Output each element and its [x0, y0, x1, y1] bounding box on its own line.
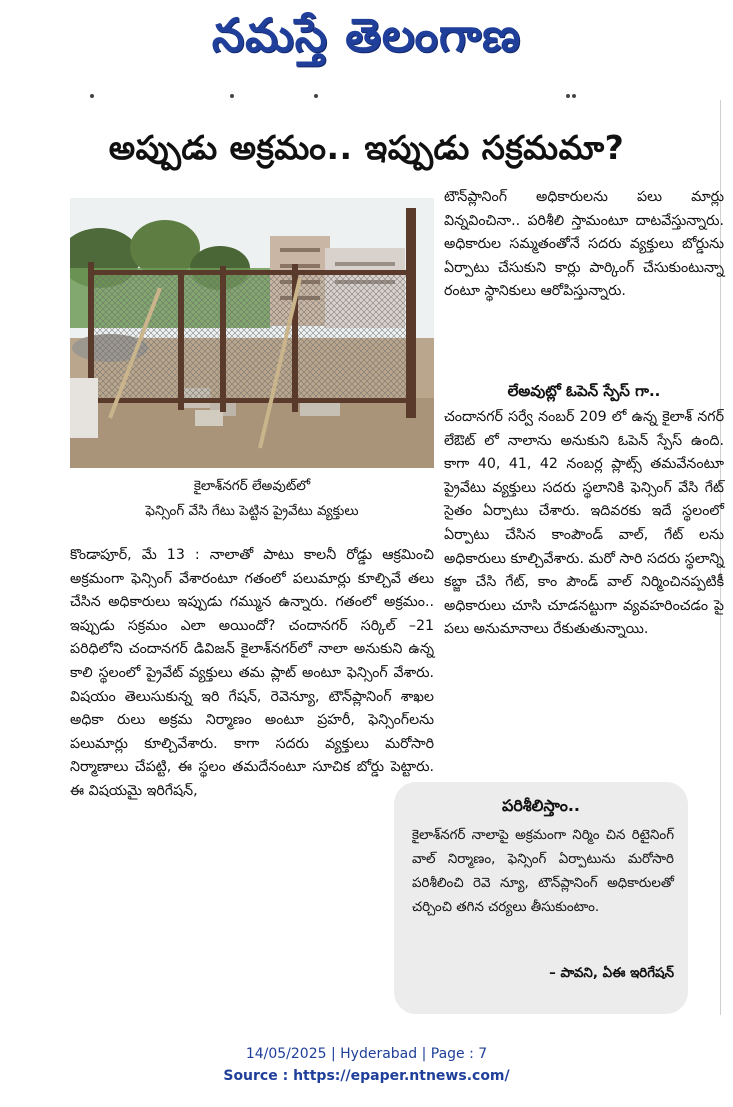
- caption-line-2: ఫెన్సింగ్ వేసి గేటు పెట్టిన ప్రైవేటు వ్యక్తులు: [145, 503, 359, 519]
- quote-box-signature: – పావని, ఏఈ ఇరిగేషన్: [549, 966, 674, 981]
- article-photo: [70, 198, 434, 468]
- quote-box-heading: పరిశీలిస్తాం..: [502, 796, 580, 815]
- right-column-text-middle: చందానగర్ సర్వే నంబర్ 209 లో ఉన్న కైలాశ్ నగర్ లేఔట్ లో నాలాను అనుకుని ఓపెన్ స్పేస్ ఉంది. కాగా 40, 41, 42 నంబర్ల ప్లాట్స్ తమవేనంటూ ప్రైవేటు వ్యక్తులు సదరు స్థలానికి ఫెన్సింగ్ వేసి గేట్ సైతం ఏర్పాటు చేశారు. ఇదివరకు ఇదే స్థలంలో ఏర్పాటు చేసిన కాంపౌండ్ వాల్, గేట్ లను అధికారులు కూల్చివేశారు. మరో సారి సదరు స్థలాన్ని కబ్జా చేసి గేట్, కాం పౌండ్ వాల్ నిర్మించినప్పటికీ అధికారులు చూసి చూడనట్టుగా వ్యవహరించడం పై పలు అనుమానాలు రేకుతుతున్నాయి.: [444, 409, 724, 638]
- quote-box-body: కైలాశ్‌నగర్ నాలాపై అక్రమంగా నిర్మిం చిన రిటైనింగ్ వాల్ నిర్మాణం, ఫెన్సింగ్ ఏర్పాటును మరోసారి పరిశీలించి రెవె న్యూ, టౌన్‌ప్లానింగ్ అధికారులతో చర్చించి తగిన చర్యలు తీసుకుంటాం.: [412, 828, 674, 915]
- photo-caption: [70, 474, 434, 524]
- caption-line-1: కైలాశ్‌నగర్ లేఅవుట్‌లో: [193, 478, 311, 494]
- right-column-text-top: టౌన్‌ప్లానింగ్ అధికారులను పలు మార్లు విన్నవించినా.. పరిశీలి స్తామంటూ దాటవేస్తున్నారు. అధికారుల సమ్మతంతోనే సదరు వ్యక్తులు బోర్డును ఏర్పాటు చేసుకుని కార్లు పార్కింగ్ చేసుకుంటున్నా రంటూ స్థానికులు ఆరోపిస్తున్నారు.: [444, 189, 724, 300]
- left-column-text: కొండాపూర్, మే 13 : నాలాతో పాటు కాలనీ రోడ్డు ఆక్రమించి అక్రమంగా ఫెన్సింగ్ వేశారంటూ గతంలో పలుమార్లు కూల్చివే తలు చేసిన అధికారులు ఇప్పుడు గమ్మున ఉన్నారు. గతంలో అక్రమం.. ఇప్పుడు సక్రమం ఎలా అయిందో? చందానగర్ సర్కిల్ –21 పరిధిలోని చందానగర్ డివిజన్ కైలాశ్‌నగర్‌లో నాలా అనుకుని ఉన్న కాలి స్థలంలో ప్రైవేట్ వ్యక్తులు తమ ప్లాట్ అంటూ ఫెన్సింగ్ వేశారు. విషయం తెలుసుకున్న ఇరి గేషన్, రెవెన్యూ, టౌన్‌ప్లానింగ్ శాఖల అధికా రులు అక్రమ నిర్మాణం అంటూ ప్రహరీ, ఫెన్సింగ్‌లను పలుమార్లు కూల్చివేశారు. కాగా సదరు వ్యక్తులు మరోసారి నిర్మాణాలు చేపట్టి, ఈ స్థలం తమదేనంటూ సూచిక బోర్డు పెట్టారు. ఈ విషయమై ఇరిగేషన్,: [70, 547, 434, 799]
- article-headline: అప్పుడు అక్రమం.. ఇప్పుడు సక్రమమా?: [108, 128, 625, 167]
- footer-source-line: Source : https://epaper.ntnews.com/: [223, 1068, 510, 1084]
- footer-date-line: 14/05/2025 | Hyderabad | Page : 7: [245, 1046, 488, 1062]
- newspaper-masthead: నమస్తే తెలంగాణ: [211, 8, 522, 62]
- section-subheading: లేఅవుట్లో ఓపెన్ స్పేస్ గా..: [507, 382, 661, 400]
- top-rule-marks: [80, 94, 580, 102]
